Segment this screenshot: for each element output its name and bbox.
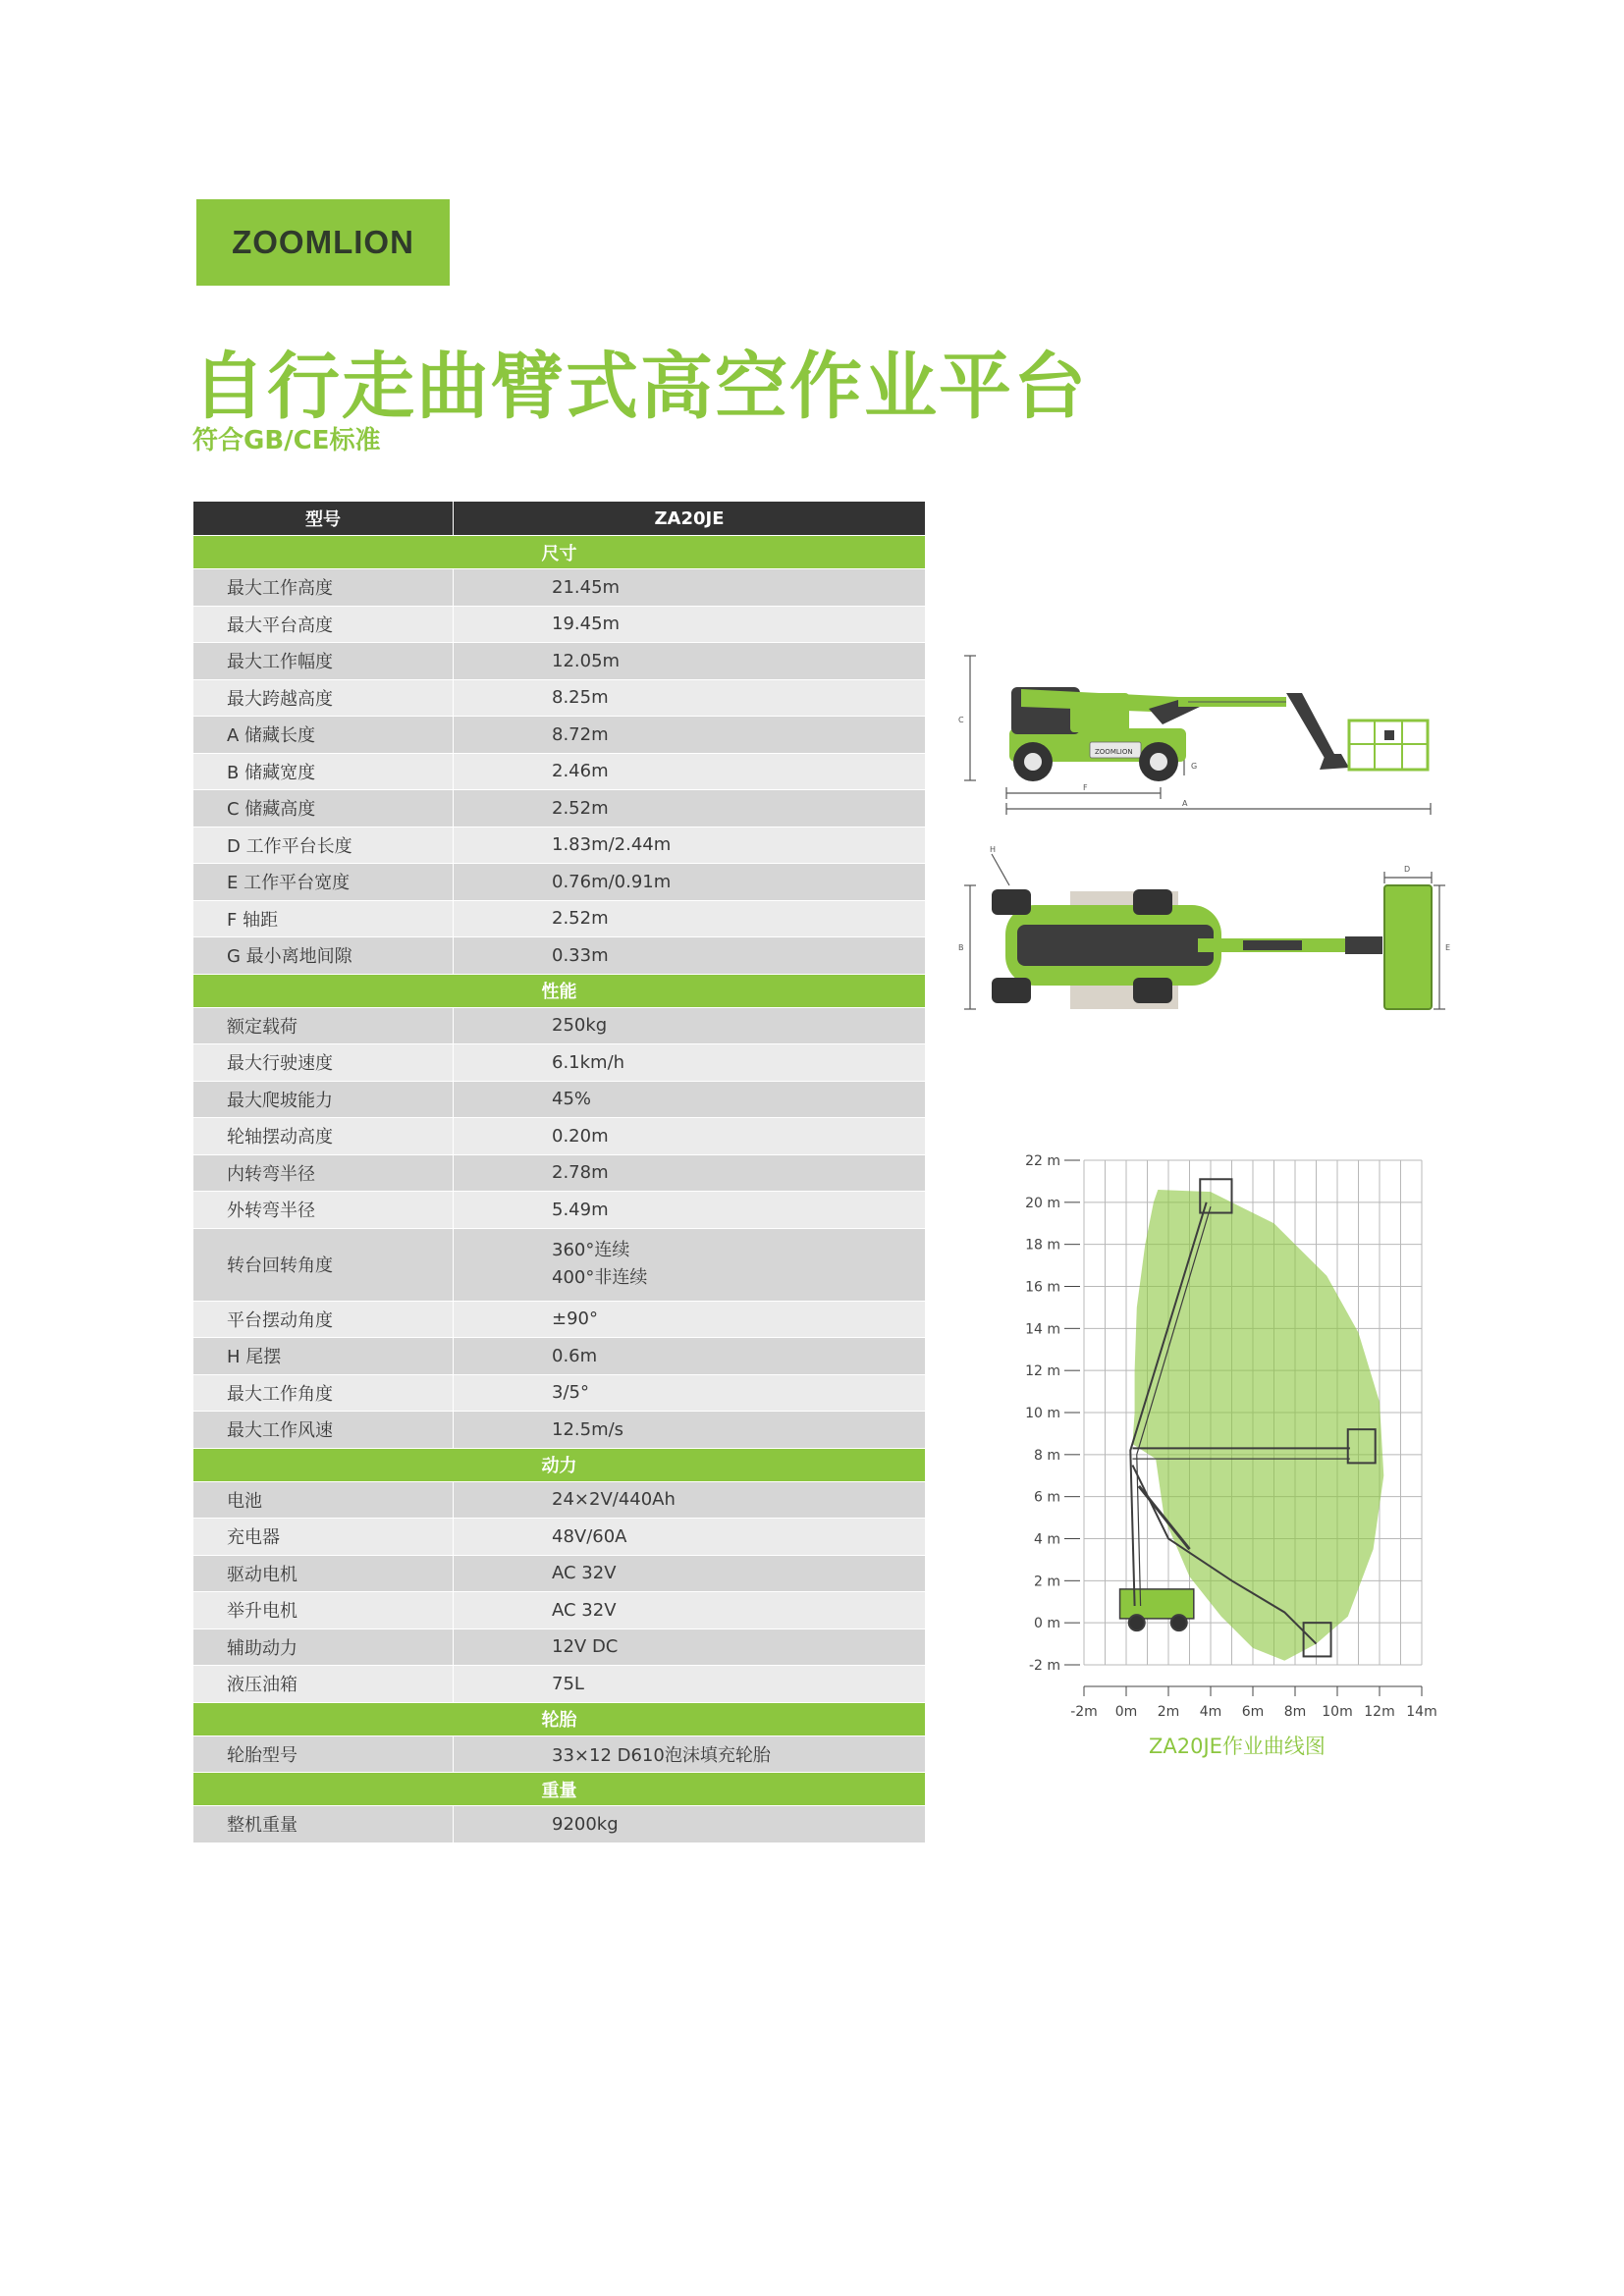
x-tick-label: 2m xyxy=(1157,1704,1180,1720)
spec-label: 电池 xyxy=(193,1481,454,1519)
spec-value: 2.78m xyxy=(454,1154,926,1192)
chart-title: ZA20JE作业曲线图 xyxy=(1149,1735,1326,1758)
spec-value: 250kg xyxy=(454,1007,926,1044)
x-tick-label: 0m xyxy=(1114,1704,1138,1720)
top-view-drawing xyxy=(952,842,1463,1019)
spec-table-body xyxy=(193,536,926,1843)
chart-y-tick-labels xyxy=(1025,1153,1060,1674)
header-value: ZA20JE xyxy=(454,502,926,536)
spec-label: A 储藏长度 xyxy=(193,717,454,754)
section-title: 尺寸 xyxy=(193,536,926,569)
spec-label: 驱动电机 xyxy=(193,1555,454,1592)
spec-value: 12.05m xyxy=(454,643,926,680)
y-tick-label: 8 m xyxy=(1034,1447,1060,1464)
table-row xyxy=(193,679,926,717)
table-row xyxy=(193,1192,926,1229)
spec-label: 辅助动力 xyxy=(193,1629,454,1666)
section-header-row xyxy=(193,1448,926,1481)
table-row xyxy=(193,1481,926,1519)
spec-value: 0.33m xyxy=(454,937,926,975)
y-tick-label: 12 m xyxy=(1025,1363,1060,1380)
spec-value: 0.6m xyxy=(454,1338,926,1375)
table-row xyxy=(193,643,926,680)
table-row xyxy=(193,937,926,975)
spec-value xyxy=(454,1228,926,1301)
chart-wheel xyxy=(1129,1615,1145,1630)
table-row xyxy=(193,1555,926,1592)
dim-label-f: F xyxy=(1083,783,1088,792)
spec-label: 最大跨越高度 xyxy=(193,679,454,717)
y-tick-label: 10 m xyxy=(1025,1406,1060,1421)
dim-label-d: E xyxy=(1445,943,1451,952)
logo-text: ZOOMLION xyxy=(232,224,414,260)
table-row xyxy=(193,1044,926,1082)
spec-label: F 轴距 xyxy=(193,900,454,937)
side-view-drawing xyxy=(952,638,1463,825)
table-row xyxy=(193,753,926,790)
header-label: 型号 xyxy=(193,502,454,536)
spec-value: 8.72m xyxy=(454,717,926,754)
dim-label-a: A xyxy=(1182,799,1188,808)
x-tick-label: 8m xyxy=(1283,1704,1307,1720)
spec-label: 轮轴摆动高度 xyxy=(193,1118,454,1155)
spec-value: 45% xyxy=(454,1081,926,1118)
dim-label-h: H xyxy=(990,845,997,854)
spec-value: 12.5m/s xyxy=(454,1412,926,1449)
page-subtitle: 符合GB/CE标准 xyxy=(192,426,381,455)
y-tick-label: -2 m xyxy=(1028,1658,1060,1674)
spec-value: 0.76m/0.91m xyxy=(454,864,926,901)
table-row xyxy=(193,864,926,901)
dim-label-b: B xyxy=(958,943,964,952)
x-tick-label: 12m xyxy=(1364,1704,1395,1720)
spec-label: 额定载荷 xyxy=(193,1007,454,1044)
spec-value: 19.45m xyxy=(454,606,926,643)
chart-chassis xyxy=(1120,1589,1194,1619)
table-row xyxy=(193,1338,926,1375)
spec-label: 内转弯半径 xyxy=(193,1154,454,1192)
spec-value: 24×2V/440Ah xyxy=(454,1481,926,1519)
table-row xyxy=(193,1519,926,1556)
spec-label: 最大爬坡能力 xyxy=(193,1081,454,1118)
table-row xyxy=(193,717,926,754)
top-view-machine xyxy=(992,885,1432,1009)
y-tick-label: 6 m xyxy=(1034,1489,1060,1506)
table-header-row xyxy=(193,502,926,536)
section-title: 重量 xyxy=(193,1773,926,1806)
dim-label-g: G xyxy=(1191,762,1198,771)
spec-label: 最大工作幅度 xyxy=(193,643,454,680)
table-row xyxy=(193,569,926,607)
section-title: 性能 xyxy=(193,974,926,1007)
spec-value: AC 32V xyxy=(454,1555,926,1592)
spec-label: 举升电机 xyxy=(193,1592,454,1629)
section-header-row xyxy=(193,1702,926,1735)
y-tick-label: 2 m xyxy=(1034,1574,1060,1590)
spec-value: 75L xyxy=(454,1666,926,1703)
spec-value: 48V/60A xyxy=(454,1519,926,1556)
spec-label: 外转弯半径 xyxy=(193,1192,454,1229)
y-tick-label: 0 m xyxy=(1034,1616,1060,1632)
spec-label: 液压油箱 xyxy=(193,1666,454,1703)
working-range-chart xyxy=(1001,1137,1453,1726)
table-row xyxy=(193,1735,926,1773)
x-tick-label: -2m xyxy=(1070,1704,1098,1720)
spec-value: AC 32V xyxy=(454,1592,926,1629)
x-tick-label: 6m xyxy=(1241,1704,1265,1720)
spec-value: 3/5° xyxy=(454,1374,926,1412)
chart-x-tick-labels xyxy=(1070,1704,1437,1720)
table-row xyxy=(193,1806,926,1843)
spec-label: 轮胎型号 xyxy=(193,1735,454,1773)
spec-value: 21.45m xyxy=(454,569,926,607)
body-label: ZOOMLION xyxy=(1095,748,1133,756)
x-tick-label: 14m xyxy=(1406,1704,1437,1720)
table-row xyxy=(193,1228,926,1301)
side-view-machine xyxy=(1009,687,1428,781)
y-tick-label: 16 m xyxy=(1025,1279,1060,1296)
spec-table xyxy=(192,501,926,1843)
spec-label: 最大工作角度 xyxy=(193,1374,454,1412)
section-header-row xyxy=(193,536,926,569)
spec-label: C 储藏高度 xyxy=(193,790,454,828)
section-header-row xyxy=(193,1773,926,1806)
dim-label-c: C xyxy=(958,716,964,724)
table-row xyxy=(193,1629,926,1666)
table-row xyxy=(193,606,926,643)
spec-value: 2.52m xyxy=(454,900,926,937)
table-row xyxy=(193,1592,926,1629)
y-tick-label: 22 m xyxy=(1025,1153,1060,1169)
spec-value: 12V DC xyxy=(454,1629,926,1666)
table-row xyxy=(193,827,926,864)
table-row xyxy=(193,1007,926,1044)
brand-logo xyxy=(196,199,450,286)
table-row xyxy=(193,790,926,828)
spec-label: 充电器 xyxy=(193,1519,454,1556)
table-row xyxy=(193,1374,926,1412)
table-row xyxy=(193,900,926,937)
spec-value: 1.83m/2.44m xyxy=(454,827,926,864)
chart-wheel xyxy=(1171,1615,1187,1630)
spec-label: G 最小离地间隙 xyxy=(193,937,454,975)
spec-label: 最大平台高度 xyxy=(193,606,454,643)
spec-label: B 储藏宽度 xyxy=(193,753,454,790)
table-row xyxy=(193,1154,926,1192)
spec-label: H 尾摆 xyxy=(193,1338,454,1375)
page-title: 自行走曲臂式高空作业平台 xyxy=(192,345,1088,429)
x-tick-label: 4m xyxy=(1199,1704,1222,1720)
spec-value: 8.25m xyxy=(454,679,926,717)
spec-value: 2.46m xyxy=(454,753,926,790)
dim-label-e: D xyxy=(1404,865,1411,874)
spec-value: 6.1km/h xyxy=(454,1044,926,1082)
spec-label: 最大工作风速 xyxy=(193,1412,454,1449)
section-title: 动力 xyxy=(193,1448,926,1481)
spec-value-line: 400°非连续 xyxy=(552,1267,648,1288)
x-tick-label: 10m xyxy=(1322,1704,1353,1720)
spec-label: 整机重量 xyxy=(193,1806,454,1843)
table-row xyxy=(193,1666,926,1703)
spec-label: 平台摆动角度 xyxy=(193,1301,454,1338)
table-row xyxy=(193,1118,926,1155)
spec-label: 转台回转角度 xyxy=(193,1228,454,1301)
section-title: 轮胎 xyxy=(193,1702,926,1735)
y-tick-label: 4 m xyxy=(1034,1531,1060,1548)
table-row xyxy=(193,1301,926,1338)
section-header-row xyxy=(193,974,926,1007)
spec-value: 5.49m xyxy=(454,1192,926,1229)
y-tick-label: 14 m xyxy=(1025,1321,1060,1338)
spec-label: E 工作平台宽度 xyxy=(193,864,454,901)
spec-value: 9200kg xyxy=(454,1806,926,1843)
spec-value-line: 360°连续 xyxy=(552,1240,630,1260)
table-row xyxy=(193,1412,926,1449)
y-tick-label: 18 m xyxy=(1025,1237,1060,1254)
spec-label: D 工作平台长度 xyxy=(193,827,454,864)
y-tick-label: 20 m xyxy=(1025,1195,1060,1211)
spec-value: 0.20m xyxy=(454,1118,926,1155)
spec-value: 33×12 D610泡沫填充轮胎 xyxy=(454,1735,926,1773)
spec-label: 最大工作高度 xyxy=(193,569,454,607)
spec-value: ±90° xyxy=(454,1301,926,1338)
table-row xyxy=(193,1081,926,1118)
spec-label: 最大行驶速度 xyxy=(193,1044,454,1082)
spec-value: 2.52m xyxy=(454,790,926,828)
